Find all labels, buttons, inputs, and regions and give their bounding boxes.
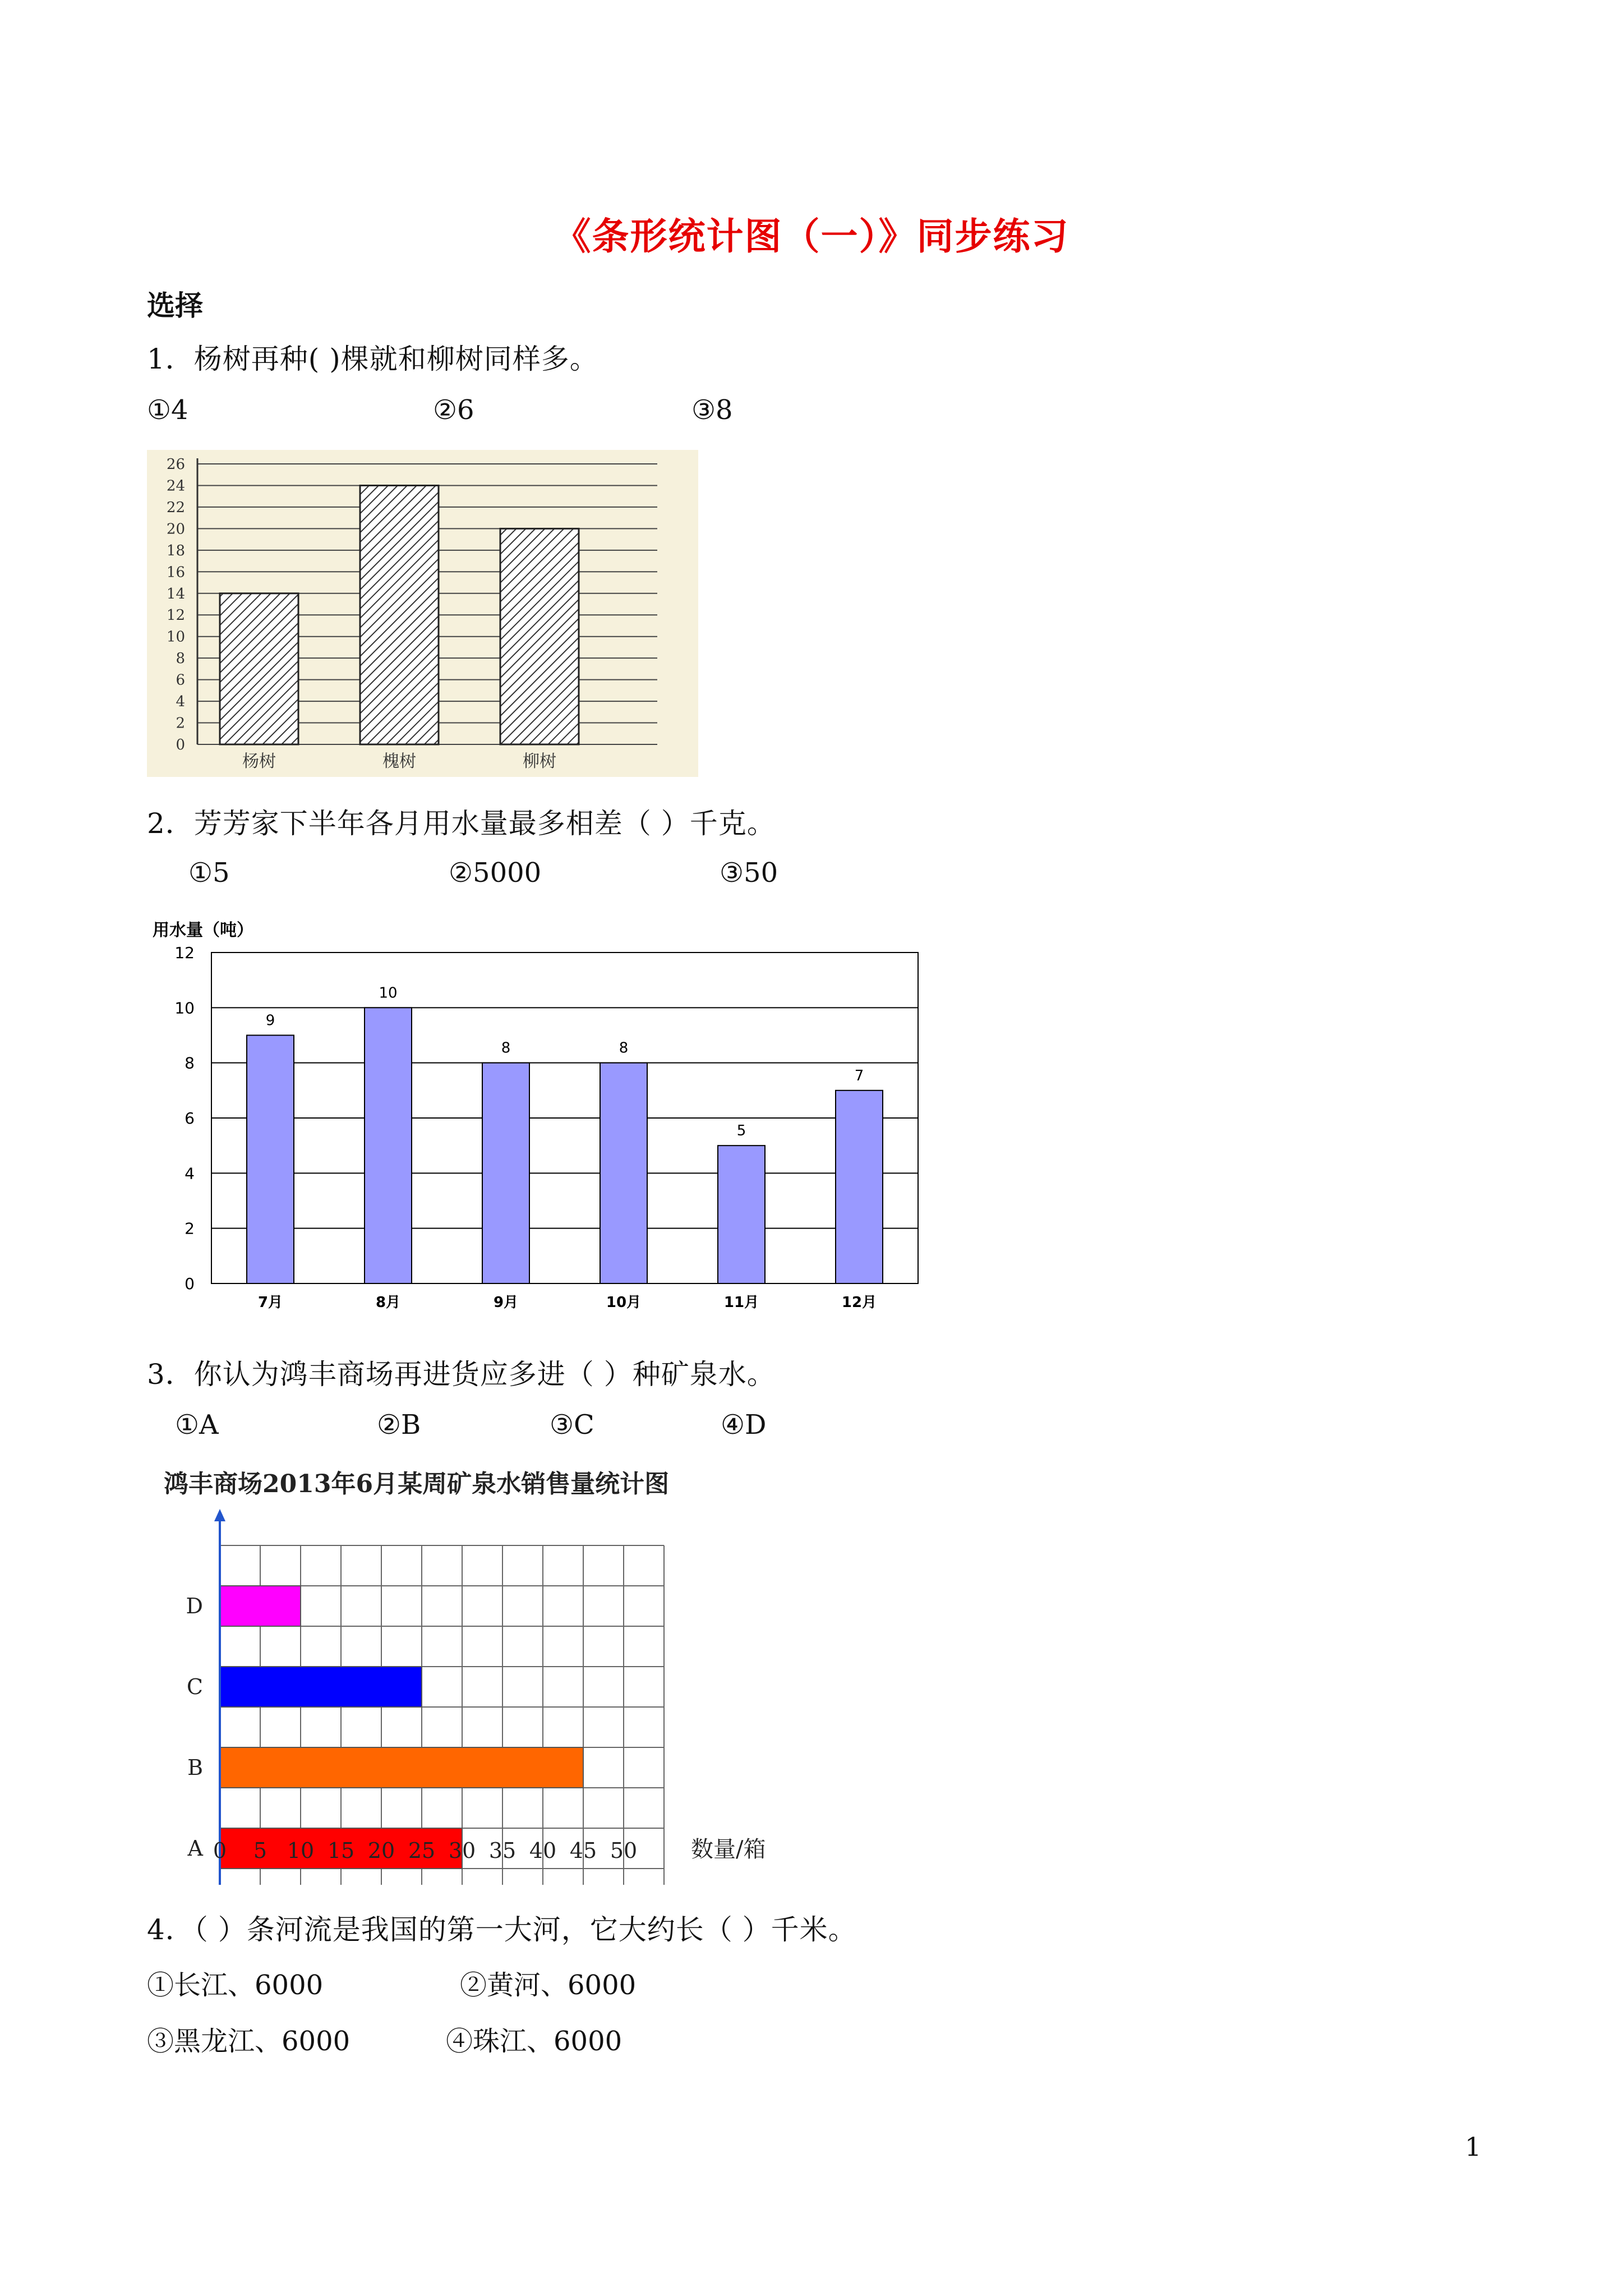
chart1-category-label: 杨树 [242, 752, 276, 771]
question-1-stem: 1．杨树再种( )棵就和柳树同样多。 [147, 343, 598, 375]
chart1-category-label: 槐树 [382, 752, 416, 771]
chart2-bar-9月 [482, 1063, 529, 1283]
chart2-ytick-label: 10 [174, 999, 195, 1018]
chart3-xtick-label: 50 [610, 1838, 638, 1863]
chart3-category-label: C [186, 1674, 203, 1699]
chart2-category-label: 11月 [723, 1294, 759, 1311]
chart3-xtick-label: 30 [448, 1838, 476, 1863]
page-title: 《条形统计图（一）》同步练习 [554, 214, 1069, 258]
chart2-ytick-label: 4 [185, 1164, 195, 1183]
chart1-ytick-label: 24 [166, 477, 185, 495]
chart3-category-label: A [187, 1836, 203, 1861]
chart1-ytick-label: 14 [166, 585, 185, 602]
chart1-ytick-label: 20 [166, 521, 185, 538]
chart3-xtick-label: 35 [488, 1838, 517, 1863]
chart1-ytick-label: 18 [166, 542, 185, 559]
question-3-option-3: ③C [550, 1409, 594, 1441]
chart1-bar-杨树 [220, 593, 298, 744]
chart2-data-label: 7 [854, 1067, 864, 1084]
chart3-title: 鸿丰商场2013年6月某周矿泉水销售量统计图 [164, 1470, 670, 1498]
chart2-data-label: 8 [619, 1039, 629, 1057]
chart2-ytick-label: 12 [174, 944, 195, 962]
question-4-option-4: ④珠江、6000 [446, 2026, 623, 2057]
chart3-category-label: B [187, 1755, 203, 1780]
chart2-bar-12月 [836, 1091, 883, 1283]
chart2-data-label: 8 [501, 1039, 511, 1057]
chart3-xtick-label: 15 [327, 1838, 355, 1863]
chart2-category-label: 12月 [841, 1294, 877, 1311]
chart2-category-label: 9月 [493, 1294, 519, 1311]
chart3-xtick-label: 45 [569, 1838, 597, 1863]
chart2-ytick-label: 8 [185, 1053, 195, 1073]
chart1-category-label: 柳树 [523, 752, 556, 771]
water-usage-chart [147, 913, 932, 1328]
chart3-xtick-label: 20 [367, 1838, 395, 1863]
chart3-xtick-label: 40 [529, 1838, 557, 1863]
chart2-bar-11月 [718, 1145, 765, 1283]
chart1-ytick-label: 8 [176, 650, 185, 668]
chart2-category-label: 8月 [375, 1294, 401, 1311]
chart2-bar-8月 [365, 1007, 412, 1283]
chart3-category-label: D [186, 1594, 203, 1618]
chart2-category-label: 7月 [257, 1294, 283, 1311]
question-4-option-2: ②黄河、6000 [460, 1970, 637, 2001]
chart1-bar-柳树 [500, 528, 579, 744]
chart3-xtick-label: 25 [408, 1838, 436, 1863]
chart3-xlabel: 数量/箱 [691, 1837, 766, 1862]
chart2-data-label: 5 [736, 1122, 746, 1140]
chart2-ytick-label: 6 [185, 1109, 195, 1128]
chart2-ytick-label: 2 [185, 1219, 195, 1238]
section-heading: 选择 [147, 289, 203, 322]
chart3-bar-B [220, 1747, 583, 1788]
chart3-xtick-label: 5 [253, 1838, 268, 1863]
chart2-category-label: 10月 [606, 1294, 642, 1311]
chart3-bar-C [220, 1667, 422, 1707]
chart1-ytick-label: 2 [176, 715, 185, 732]
question-2-option-2: ②5000 [449, 857, 542, 889]
question-3-option-4: ④D [721, 1409, 767, 1441]
chart1-bar-槐树 [360, 485, 439, 744]
question-4-option-3: ③黑龙江、6000 [147, 2026, 351, 2057]
chart2-data-label: 9 [265, 1012, 275, 1029]
chart3-xtick-label: 10 [287, 1838, 315, 1863]
question-2-option-3: ③50 [720, 857, 778, 889]
question-3-option-1: ①A [175, 1409, 219, 1441]
chart2-ytick-label: 0 [185, 1274, 195, 1293]
chart2-bar-10月 [600, 1063, 647, 1283]
question-4-option-1: ①长江、6000 [147, 1970, 324, 2001]
question-1-option-3: ③8 [691, 394, 733, 426]
chart3-xtick-label: 0 [213, 1838, 227, 1863]
chart3-y-axis-arrow [214, 1509, 225, 1521]
question-3-option-2: ②B [377, 1409, 421, 1441]
chart1-ytick-label: 0 [176, 737, 185, 753]
chart1-ytick-label: 26 [166, 456, 185, 473]
chart1-ytick-label: 10 [166, 628, 185, 646]
tree-bar-chart [147, 450, 698, 777]
question-2-stem: 2．芳芳家下半年各月用水量最多相差（ ）千克。 [147, 807, 776, 840]
question-3-stem: 3．你认为鸿丰商场再进货应多进（ ）种矿泉水。 [147, 1358, 776, 1391]
chart1-ytick-label: 12 [166, 607, 185, 624]
chart2-data-label: 10 [379, 984, 398, 1002]
chart2-bar-7月 [247, 1036, 294, 1284]
question-2-option-1: ①5 [188, 857, 230, 889]
page-number: 1 [1465, 2132, 1482, 2162]
chart1-ytick-label: 22 [166, 499, 185, 516]
chart2-ylabel: 用水量（吨） [153, 921, 253, 940]
question-1-option-2: ②6 [433, 394, 474, 426]
question-4-stem: 4．（ ）条河流是我国的第一大河，它大约长（ ）千米。 [147, 1913, 857, 1946]
chart1-ytick-label: 16 [166, 564, 185, 581]
water-sales-chart [147, 1458, 820, 1885]
chart1-ytick-label: 4 [176, 693, 185, 711]
question-1-option-1: ①4 [147, 394, 188, 426]
chart3-bar-D [220, 1586, 301, 1626]
chart1-ytick-label: 6 [176, 671, 185, 689]
